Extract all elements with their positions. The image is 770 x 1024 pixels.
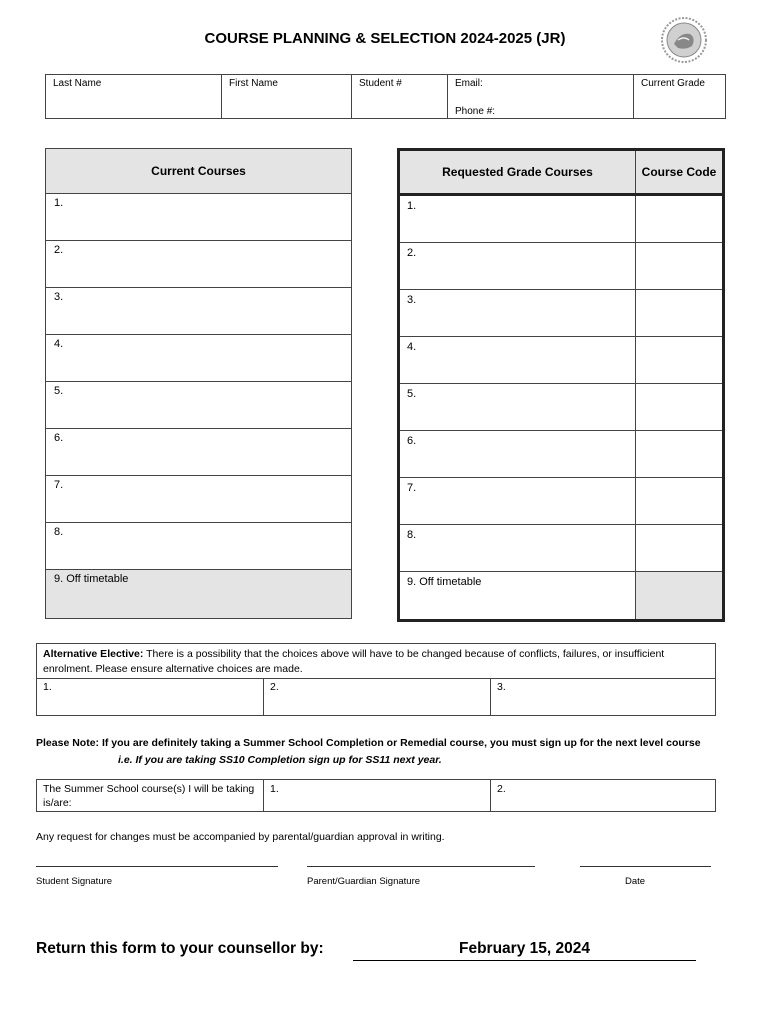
phone-label: Phone #:	[455, 106, 496, 117]
summer-school-table	[36, 779, 716, 812]
requested-course-row[interactable]: 7.	[400, 478, 722, 525]
course-code-cell[interactable]	[635, 525, 722, 571]
alternative-choice-2[interactable]: 2.	[263, 679, 490, 715]
current-course-row[interactable]: 6.	[46, 429, 351, 476]
current-course-row[interactable]: 4.	[46, 335, 351, 382]
alternative-elective-box	[36, 643, 716, 716]
course-code-cell[interactable]	[635, 196, 722, 242]
parent-signature-label: Parent/Guardian Signature	[307, 876, 421, 887]
course-code-header: Course Code	[635, 151, 722, 193]
requested-courses-title: Requested Grade Courses	[442, 165, 593, 179]
current-courses-table	[45, 148, 352, 619]
current-course-row[interactable]: 1.	[46, 194, 351, 241]
course-code-cell[interactable]	[635, 290, 722, 336]
current-course-row[interactable]: 5.	[46, 382, 351, 429]
email-label: Email:	[455, 78, 483, 89]
course-code-cell[interactable]	[635, 431, 722, 477]
summer-course-1[interactable]: 1.	[263, 780, 490, 811]
school-crest-icon	[660, 16, 708, 64]
contact-field[interactable]	[448, 75, 634, 118]
requested-course-row[interactable]: 8.	[400, 525, 722, 572]
requested-course-row-off-timetable[interactable]: 9. Off timetable	[400, 572, 722, 619]
alternative-elective-label: Alternative Elective:	[43, 648, 144, 660]
requested-course-row[interactable]: 4.	[400, 337, 722, 384]
student-signature-line[interactable]	[36, 866, 278, 867]
summer-course-2[interactable]: 2.	[490, 780, 715, 811]
student-info-table	[45, 74, 726, 119]
approval-note: Any request for changes must be accompanied by parental/guardian approval in writing.	[36, 831, 445, 843]
summer-school-note: Please Note: If you are definitely taking a Summer School Completion or Remedial course, you must sign up for the next level course	[36, 737, 701, 749]
date-line[interactable]	[580, 866, 711, 867]
student-signature-label: Student Signature	[36, 876, 113, 887]
current-course-row[interactable]: 8.	[46, 523, 351, 570]
current-course-row-off-timetable[interactable]: 9. Off timetable	[46, 570, 351, 618]
date-label: Date	[625, 876, 646, 887]
requested-course-row[interactable]: 1.	[400, 196, 722, 243]
current-course-row[interactable]: 3.	[46, 288, 351, 335]
course-code-cell[interactable]	[635, 243, 722, 289]
form-title: COURSE PLANNING & SELECTION 2024-2025 (JR)	[204, 30, 566, 47]
course-code-cell	[635, 572, 722, 619]
current-courses-header: Current Courses	[46, 149, 351, 194]
current-course-row[interactable]: 7.	[46, 476, 351, 523]
first-name-field[interactable]: First Name	[222, 75, 352, 118]
due-date: February 15, 2024	[459, 940, 590, 957]
requested-courses-header	[400, 151, 722, 196]
alternative-elective-text: There is a possibility that the choices above will have to be changed because of conflicts, failures, or insufficient enrolment. Please ensure alternative choices are made.	[43, 648, 665, 675]
requested-course-row[interactable]: 2.	[400, 243, 722, 290]
course-code-cell[interactable]	[635, 337, 722, 383]
requested-courses-table	[397, 148, 725, 622]
last-name-field[interactable]: Last Name	[46, 75, 222, 118]
parent-signature-line[interactable]	[307, 866, 535, 867]
summer-school-label: The Summer School course(s) I will be taking is/are:	[43, 783, 255, 809]
requested-course-row[interactable]: 6.	[400, 431, 722, 478]
summer-school-example: i.e. If you are taking SS10 Completion sign up for SS11 next year.	[118, 754, 442, 766]
current-course-row[interactable]: 2.	[46, 241, 351, 288]
alternative-choice-1[interactable]: 1.	[43, 681, 52, 693]
course-code-cell[interactable]	[635, 384, 722, 430]
requested-course-row[interactable]: 5.	[400, 384, 722, 431]
current-grade-field[interactable]: Current Grade	[641, 78, 705, 89]
requested-course-row[interactable]: 3.	[400, 290, 722, 337]
student-number-field[interactable]: Student #	[352, 75, 448, 118]
alternative-choice-3[interactable]: 3.	[490, 679, 715, 715]
return-instruction: Return this form to your counsellor by:	[36, 940, 324, 957]
course-code-cell[interactable]	[635, 478, 722, 524]
due-date-underline	[353, 960, 696, 961]
